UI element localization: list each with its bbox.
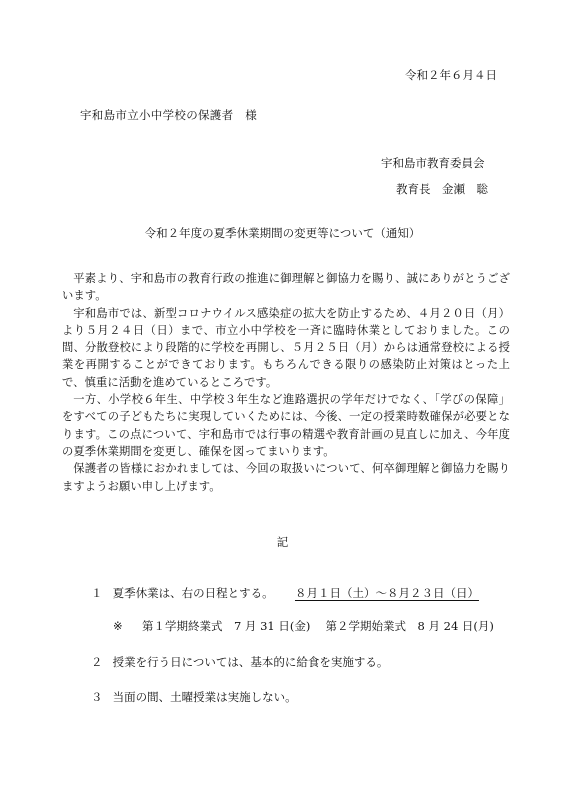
document-date: 令和２年６月４日	[405, 68, 497, 82]
ceremony-note	[113, 618, 494, 634]
item-text: 授業を行う日については、基本的に給食を実施する。	[112, 655, 389, 669]
item-text: 夏季休業は、右の日程とする。	[112, 586, 274, 600]
summer-break-dates: ８月１日（土）～８月２３日（日）	[294, 586, 479, 600]
item-number: １	[91, 586, 103, 600]
sender-organization: 宇和島市教育委員会	[381, 156, 485, 170]
list-item-saturday-classes	[91, 689, 297, 705]
sender-name: 教育長 金瀬 聡	[396, 182, 488, 196]
paragraph-closure: 宇和島市では、新型コロナウイルス感染症の拡大を防止するため、４月２０日（月）より５月２４日（日）まで、市立小中学校を一斉に臨時休業としておりました。この間、分散登校により段階的に学校を再開し、５月２５日（月）からは通常登校による授業を再開することができております。もちろんできる限りの感染防止対策はとった上で、慎重に活動を進めているところです。	[62, 306, 510, 389]
note-mark: ※	[113, 619, 123, 633]
list-item-school-lunch	[91, 654, 388, 670]
note-text: 第１学期終業式 7 月 31 日(金) 第２学期始業式 8 月 24 日(月)	[141, 619, 494, 633]
item-number: ２	[91, 655, 103, 669]
body-text	[62, 270, 510, 495]
paragraph-request: 保護者の皆様におかれましては、今回の取扱いについて、何卒御理解と御協力を賜りますようお願い申し上げます。	[62, 462, 510, 493]
ki-heading: 記	[276, 535, 289, 549]
paragraph-learning-guarantee: 一方、小学校６年生、中学校３年生など進路選択の学年だけでなく、「学びの保障」をすべての子どもたちに実現していくためには、今後、一定の授業時数確保が必要となります。この点について、宇和島市では行事の精選や教育計画の見直しに加え、今年度の夏季休業期間を変更し、確保を図ってまいります。	[62, 393, 510, 458]
addressee: 宇和島市立小中学校の保護者 様	[80, 108, 257, 122]
list-item-summer-break	[91, 585, 479, 601]
paragraph-greeting: 平素より、宇和島市の教育行政の推進に御理解と御協力を賜り、誠にありがとうございます。	[62, 272, 510, 303]
document-title: 令和２年度の夏季休業期間の変更等について（通知）	[144, 226, 421, 240]
item-number: ３	[91, 690, 103, 704]
item-text: 当面の間、土曜授業は実施しない。	[112, 690, 297, 704]
